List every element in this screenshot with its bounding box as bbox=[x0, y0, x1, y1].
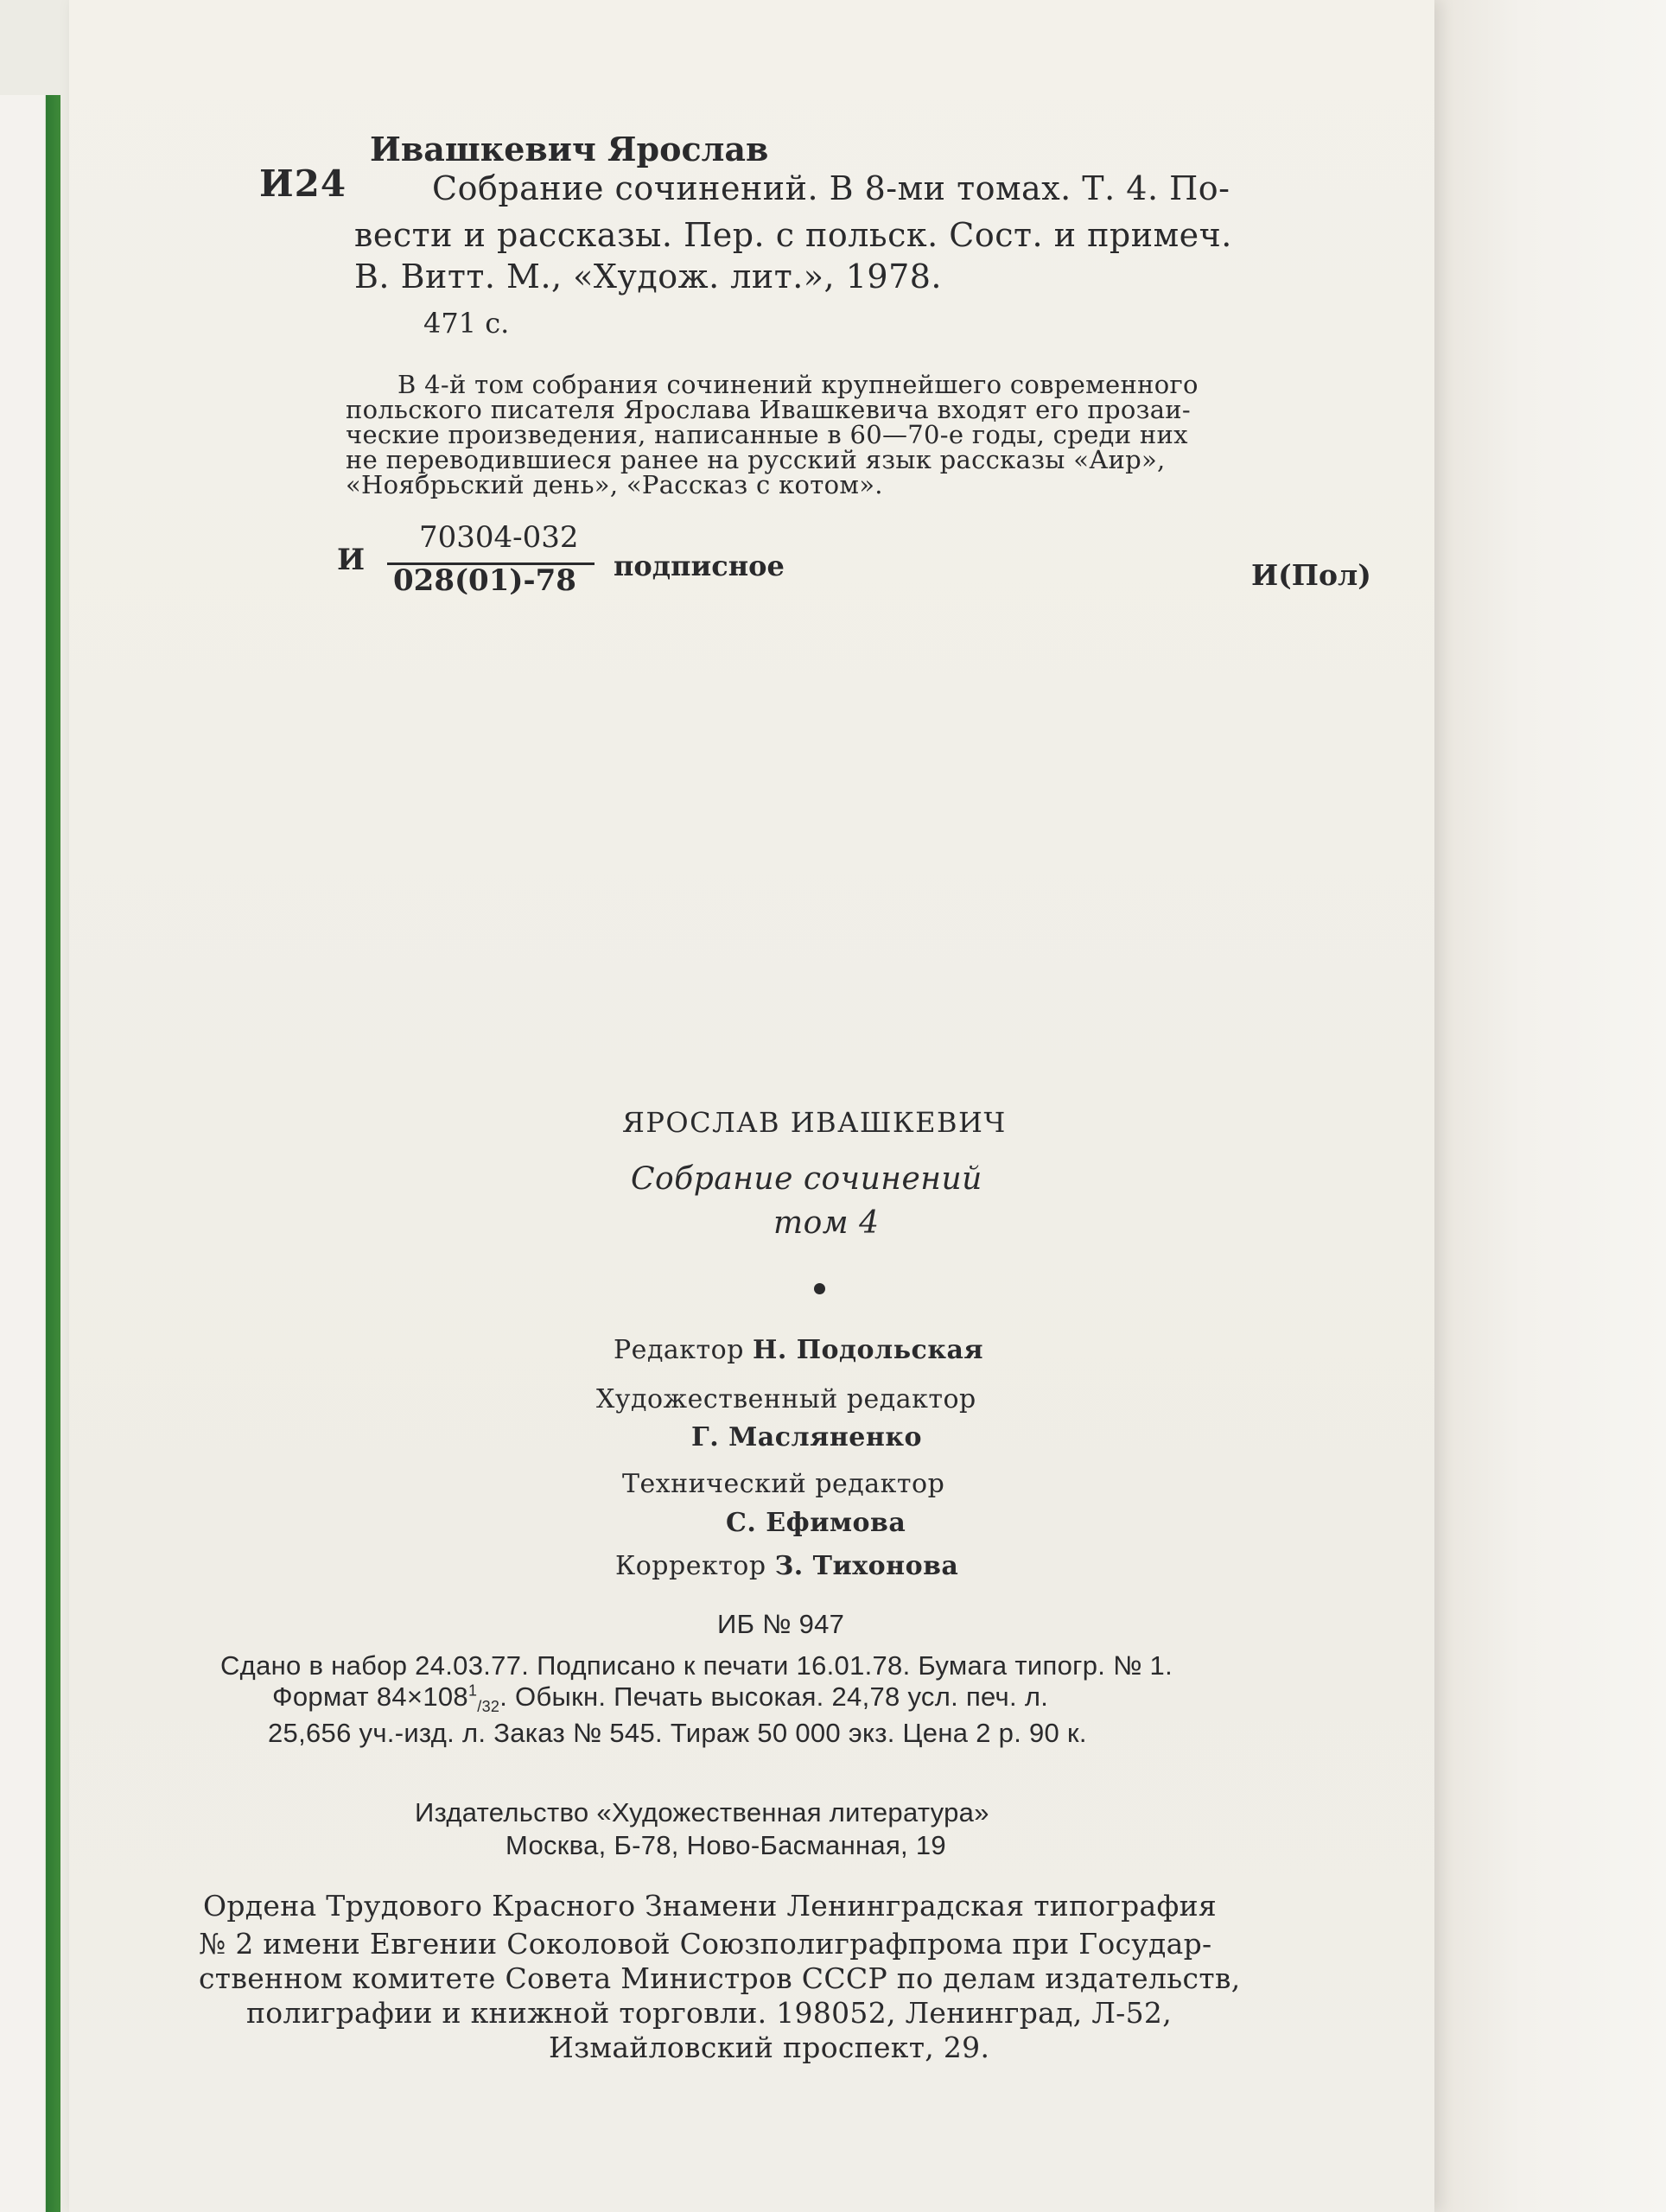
annotation-line-3: ческие произведения, написанные в 60—70-е годы, среди них bbox=[346, 420, 1188, 449]
publisher-address: Москва, Б-78, Ново-Басманная, 19 bbox=[506, 1830, 946, 1860]
art-editor-label: Художественный редактор bbox=[596, 1384, 976, 1414]
imprint-line-2 bbox=[272, 1681, 1048, 1716]
printer-line-3: ственном комитете Совета Министров СССР по делам издательств, bbox=[199, 1961, 1241, 1995]
proofreader-name: З. Тихонова bbox=[774, 1551, 959, 1581]
tech-editor-name-text: С. Ефимова bbox=[726, 1508, 906, 1538]
annotation-line-2: польского писателя Ярослава Ивашкевича входят его прозаи- bbox=[346, 395, 1192, 424]
catalog-code: И24 bbox=[259, 162, 347, 205]
imprint-line-3: 25,656 уч.-изд. л. Заказ № 545. Тираж 50 000 экз. Цена 2 р. 90 к. bbox=[268, 1718, 1087, 1748]
tech-editor-name bbox=[726, 1508, 906, 1538]
tech-editor-label: Технический редактор bbox=[622, 1469, 945, 1499]
editor-label: Редактор bbox=[614, 1335, 744, 1365]
format-denominator: /32 bbox=[477, 1698, 500, 1716]
format-numerator: 1 bbox=[467, 1681, 478, 1700]
proofreader-credit bbox=[615, 1551, 958, 1581]
language-code: И(Пол) bbox=[1251, 558, 1371, 592]
annotation-line-4: не переводившиеся ранее на русский язык рассказы «Аир», bbox=[346, 445, 1166, 474]
printer-line-5: Измайловский проспект, 29. bbox=[549, 2031, 990, 2064]
colophon-title: Собрание сочинений bbox=[631, 1161, 982, 1197]
format-value: Формат 84×108 bbox=[272, 1681, 468, 1712]
art-editor-name bbox=[691, 1422, 922, 1452]
card-description-line-2: вести и рассказы. Пер. с польск. Сост. и примеч. bbox=[354, 216, 1232, 254]
annotation-line-1: В 4-й том собрания сочинений крупнейшего современного bbox=[397, 370, 1199, 399]
printer-line-2: № 2 имени Евгении Соколовой Союзполиграфпрома при Государ- bbox=[199, 1927, 1212, 1961]
print-details: . Обыкн. Печать высокая. 24,78 усл. печ. л. bbox=[499, 1681, 1049, 1712]
ib-number: ИБ № 947 bbox=[717, 1609, 845, 1639]
colophon-author: ЯРОСЛАВ ИВАШКЕВИЧ bbox=[622, 1106, 1007, 1139]
card-description-line-3: В. Витт. М., «Худож. лит.», 1978. bbox=[354, 257, 942, 296]
separator-bullet bbox=[814, 1283, 825, 1294]
colophon-volume: том 4 bbox=[773, 1205, 880, 1241]
background-surface bbox=[1424, 0, 1666, 2212]
card-author: Ивашкевич Ярослав bbox=[370, 130, 769, 168]
index-denominator: 028(01)-78 bbox=[393, 563, 576, 598]
printer-line-4: полиграфии и книжной торговли. 198052, Ленинград, Л-52, bbox=[246, 1996, 1173, 2030]
annotation-line-5: «Ноябрьский день», «Рассказ с котом». bbox=[346, 470, 883, 499]
page-count: 471 с. bbox=[423, 307, 510, 340]
editor-credit bbox=[614, 1335, 983, 1365]
proofreader-label: Корректор bbox=[615, 1551, 766, 1581]
card-description-line-1: Собрание сочинений. В 8-ми томах. Т. 4. По- bbox=[432, 169, 1230, 207]
art-editor-name-text: Г. Масляненко bbox=[691, 1422, 923, 1452]
book-page bbox=[69, 0, 1434, 2212]
imprint-line-1: Сдано в набор 24.03.77. Подписано к печати 16.01.78. Бумага типогр. № 1. bbox=[220, 1650, 1173, 1681]
printer-line-1: Ордена Трудового Красного Знамени Ленинградская типография bbox=[203, 1889, 1218, 1923]
editor-name: Н. Подольская bbox=[752, 1335, 984, 1365]
publisher-name: Издательство «Художественная литература» bbox=[415, 1797, 989, 1827]
index-letter: И bbox=[337, 543, 366, 577]
index-numerator: 70304-032 bbox=[419, 520, 579, 555]
subscription-label: подписное bbox=[614, 550, 785, 582]
book-cover-edge bbox=[0, 95, 60, 2212]
